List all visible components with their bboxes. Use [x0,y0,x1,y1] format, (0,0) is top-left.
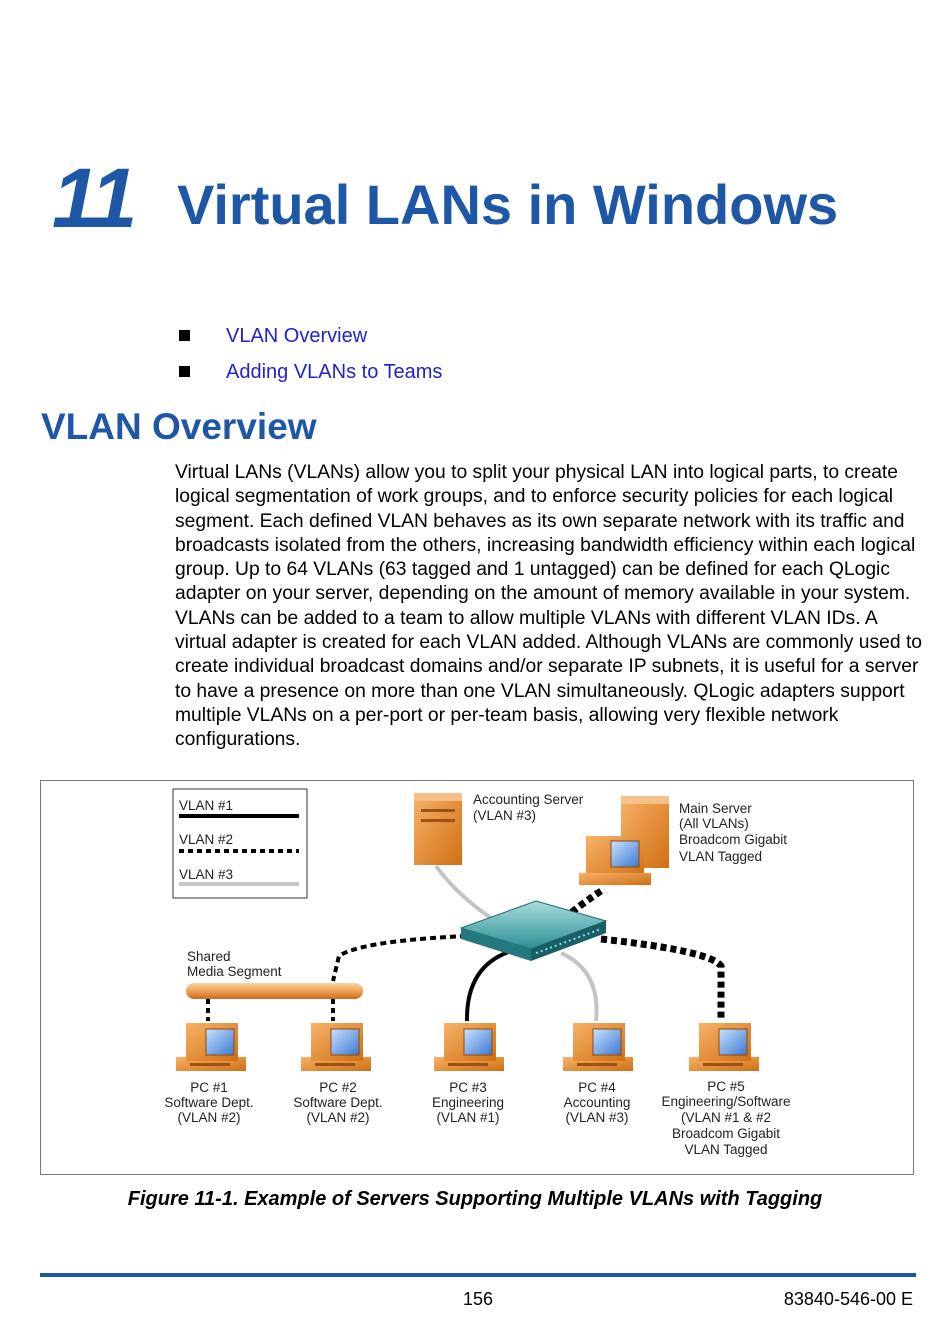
pc3-icon [434,1023,504,1071]
main-server-label-line2: (All VLANs) [679,816,749,831]
legend-vlan2-label: VLAN #2 [179,832,234,847]
page-number: 156 [463,1289,494,1309]
pc5-label-line5: VLAN Tagged [684,1142,768,1157]
link-pc3 [467,951,511,1021]
square-bullet-icon [179,366,190,377]
toc-link-vlan-overview[interactable]: VLAN Overview [226,325,368,347]
segment-label-line1: Shared [187,949,231,964]
link-pc5 [601,939,721,1021]
link-pc4 [561,953,597,1021]
legend-vlan1-label: VLAN #1 [179,798,234,813]
chapter-title: Virtual LANs in Windows [177,173,839,236]
pc1-label-line2: Software Dept. [164,1095,254,1110]
main-server-icon [579,796,669,885]
body-paragraph: Virtual LANs (VLANs) allow you to split your physical LAN into logical parts, to create logical segmentation of work groups, and to enforce security policies for each logical segment. Each defined VLAN behaves as its own separate network with its traffic and broadcasts isolated from the others, increasing bandwidth efficiency within each logical group. Up to 64 VLANs (63 tagged and 1 untagged) can be defined for each QLogic adapter on your server, depending on the amount of memory available in your system. VLANs can be added to a team to allow multiple VLANs with different VLAN IDs. A virtual adapter is created for each VLAN added. Although VLANs are commonly used to create individual broadcast domains and/or separate IP subnets, it is useful for a server to have a presence on more than one VLAN simultaneously. QLogic adapters support multiple VLANs on a per-port or per-team basis, allowing very flexible network configurations. [175,462,923,751]
section-heading: VLAN Overview [41,406,317,447]
shared-media-segment [186,983,363,999]
pc1-icon [176,1023,246,1071]
pc2-label-line1: PC #2 [319,1080,357,1095]
pc2-label-line2: Software Dept. [293,1095,383,1110]
link-shared-segment [333,936,466,981]
main-server-label-line3: Broadcom Gigabit [679,832,788,847]
pc1-label-line3: (VLAN #2) [177,1110,241,1125]
pc3-label-line1: PC #3 [449,1080,487,1095]
footer-rule [40,1273,916,1277]
chapter-number: 11 [52,151,136,245]
pc3-label-line3: (VLAN #1) [436,1110,500,1125]
pc5-label-line4: Broadcom Gigabit [671,1126,781,1141]
pc4-icon [563,1023,633,1071]
figure-diagram [40,780,914,1175]
figure-caption: Figure 11-1. Example of Servers Supporting Multiple VLANs with Tagging [127,1188,823,1210]
pc5-label-line2: Engineering/Software [661,1094,791,1109]
main-server-label-line4: VLAN Tagged [679,849,763,864]
square-bullet-icon [179,330,190,341]
pc5-label-line1: PC #5 [707,1079,745,1094]
segment-label-line2: Media Segment [187,964,282,979]
accounting-server-label-line1: Accounting Server [473,792,584,807]
pc4-label-line1: PC #4 [578,1080,616,1095]
accounting-server-icon [414,793,462,865]
pc5-label-line3: (VLAN #1 & #2 [680,1110,772,1125]
toc-link-adding-vlans[interactable]: Adding VLANs to Teams [226,361,443,383]
vlan-network-diagram [41,781,915,1176]
pc5-icon [689,1023,759,1071]
main-server-label-line1: Main Server [679,801,752,816]
document-number: 83840-546-00 E [783,1289,913,1309]
legend-vlan3-label: VLAN #3 [179,867,234,882]
pc3-label-line2: Engineering [431,1095,505,1110]
pc4-label-line2: Accounting [563,1095,631,1110]
accounting-server-label-line2: (VLAN #3) [473,808,537,823]
pc1-label-line1: PC #1 [190,1080,228,1095]
pc2-label-line3: (VLAN #2) [306,1110,370,1125]
pc2-icon [301,1023,371,1071]
pc4-label-line3: (VLAN #3) [565,1110,629,1125]
